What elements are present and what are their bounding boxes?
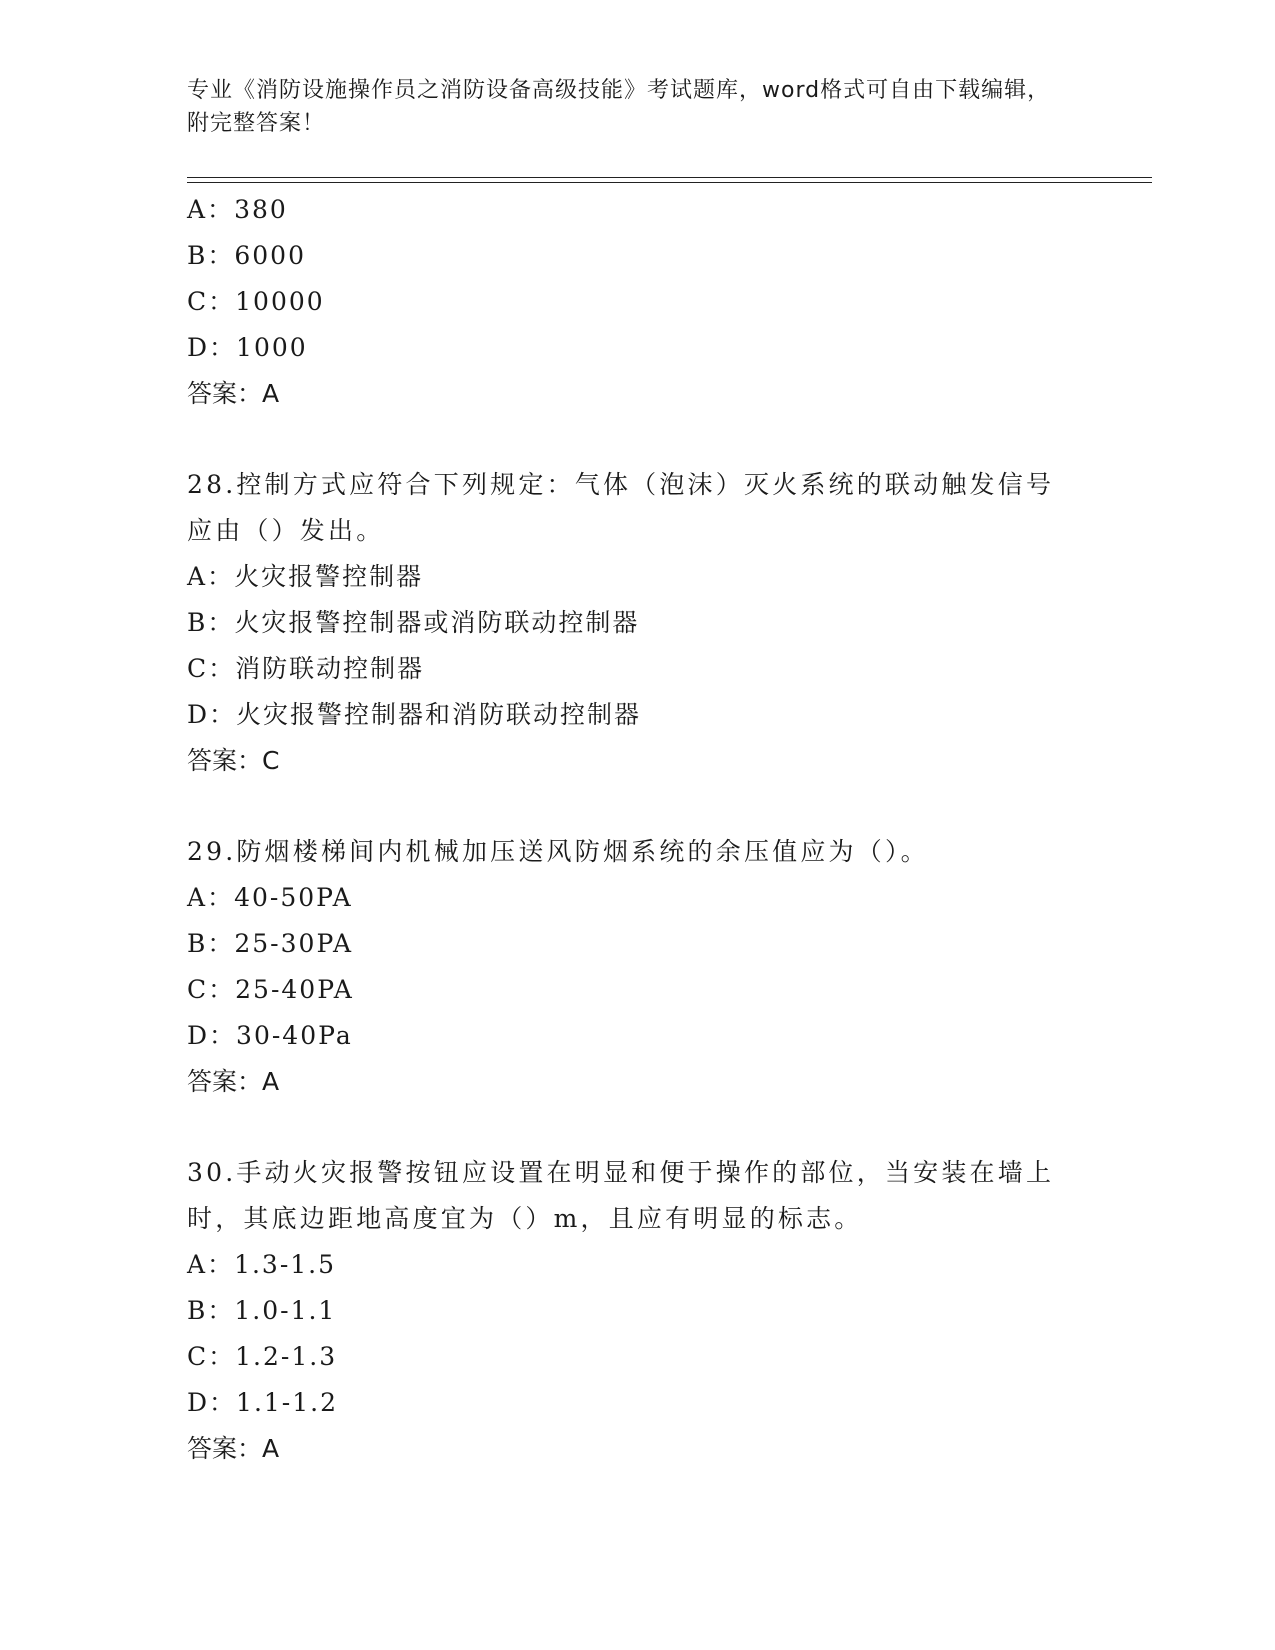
option-a xyxy=(187,875,1087,921)
option-text: 1.0-1.1 xyxy=(234,1296,337,1325)
header-divider-bottom xyxy=(187,182,1152,183)
option-label: C： xyxy=(187,287,236,316)
option-c xyxy=(187,279,1087,325)
option-text: 火灾报警控制器 xyxy=(234,562,424,591)
option-label: C： xyxy=(187,654,236,683)
answer-line: 答案：A xyxy=(187,379,280,408)
option-label: B： xyxy=(187,1296,235,1325)
answer-line: 答案：A xyxy=(187,1434,280,1463)
option-text: 6000 xyxy=(234,241,306,270)
option-text: 380 xyxy=(234,195,288,224)
option-label: D： xyxy=(187,1021,237,1050)
question-text: 29.防烟楼梯间内机械加压送风防烟系统的余压值应为（）。 xyxy=(187,837,929,866)
option-label: D： xyxy=(187,333,237,362)
option-a xyxy=(187,554,1087,600)
option-a xyxy=(187,1242,1087,1288)
document-header: 专业《消防设施操作员之消防设备高级技能》考试题库，word格式可自由下载编辑，附完整答案！ xyxy=(187,78,1051,136)
question-block-29 xyxy=(187,829,1087,1105)
option-text: 1.2-1.3 xyxy=(235,1342,338,1371)
option-a xyxy=(187,187,1087,233)
header-divider-top xyxy=(187,177,1152,178)
option-label: A： xyxy=(187,562,235,591)
question-block-partial xyxy=(187,187,1087,417)
question-text: 28.控制方式应符合下列规定：气体（泡沫）灭火系统的联动触发信号应由（）发出。 xyxy=(187,470,1055,545)
option-c xyxy=(187,967,1087,1013)
option-d xyxy=(187,1380,1087,1426)
option-label: A： xyxy=(187,195,235,224)
option-text: 25-40PA xyxy=(235,975,354,1004)
option-label: C： xyxy=(187,1342,236,1371)
option-text: 火灾报警控制器和消防联动控制器 xyxy=(236,700,642,729)
option-text: 火灾报警控制器或消防联动控制器 xyxy=(234,608,640,637)
option-text: 1.3-1.5 xyxy=(234,1250,337,1279)
option-d xyxy=(187,1013,1087,1059)
question-text: 30.手动火灾报警按钮应设置在明显和便于操作的部位，当安装在墙上时，其底边距地高度宜为（）m，且应有明显的标志。 xyxy=(187,1158,1055,1233)
question-list xyxy=(187,187,1087,1472)
option-text: 1000 xyxy=(236,333,308,362)
option-b xyxy=(187,1288,1087,1334)
option-text: 10000 xyxy=(235,287,325,316)
option-text: 25-30PA xyxy=(234,929,354,958)
option-label: B： xyxy=(187,608,235,637)
option-label: B： xyxy=(187,241,235,270)
question-block-28 xyxy=(187,462,1087,784)
option-text: 消防联动控制器 xyxy=(235,654,425,683)
option-b xyxy=(187,600,1087,646)
option-c xyxy=(187,1334,1087,1380)
option-text: 30-40Pa xyxy=(236,1021,353,1050)
option-label: A： xyxy=(187,1250,235,1279)
option-label: D： xyxy=(187,1388,237,1417)
option-d xyxy=(187,325,1087,371)
option-c xyxy=(187,646,1087,692)
answer-line: 答案：A xyxy=(187,1067,280,1096)
option-d xyxy=(187,692,1087,738)
option-label: D： xyxy=(187,700,237,729)
option-text: 40-50PA xyxy=(234,883,353,912)
option-text: 1.1-1.2 xyxy=(236,1388,339,1417)
question-block-30 xyxy=(187,1150,1087,1472)
option-b xyxy=(187,921,1087,967)
option-label: A： xyxy=(187,883,235,912)
answer-line: 答案：C xyxy=(187,746,280,775)
option-b xyxy=(187,233,1087,279)
option-label: C： xyxy=(187,975,236,1004)
option-label: B： xyxy=(187,929,235,958)
